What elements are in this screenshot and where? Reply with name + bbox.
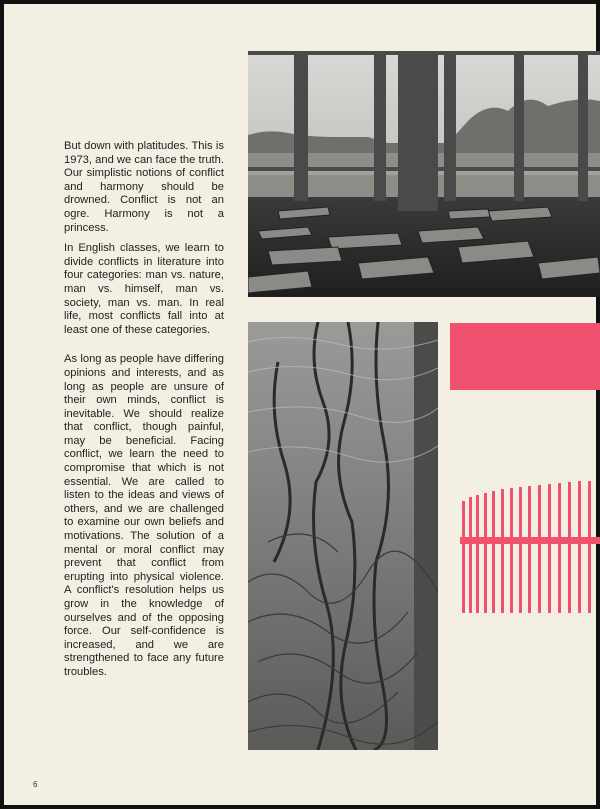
water-reflection-photo [248, 322, 438, 750]
classroom-photo [248, 51, 600, 297]
paragraph-english-classes: In English classes, we learn to divide conflicts in literature into four categories: man vs. nature, man vs. himself, man vs. society, man vs. man. In real life, most conflicts fall into at least one of these categories. [64, 242, 224, 336]
classroom-photo-image [248, 51, 600, 297]
pink-color-block [450, 323, 600, 390]
paragraph-conflict-inevitable: As long as people have differing opinions and interests, and as long as people are unsure of their own minds, conflict is inevitable. We should realize that conflict, though painful, may be beneficial. Facing conflict, we learn the need to compromise that which is not essential. We are called to listen to the ideas and views of others, and we are challenged to examine our own beliefs and motivations. The solution of a mental or moral conflict may prevent that conflict from erupting into physical violence. A conflict's resolution helps us grow in the knowledge of ourselves and of the opposing force. Our self-confidence is increased, and we are strengthened to face any future troubles. [64, 353, 224, 678]
pink-stripe-graphic [460, 481, 600, 615]
water-reflection-image [248, 322, 438, 750]
article-text-column [64, 140, 224, 687]
page-number: 6 [33, 780, 38, 789]
paragraph-platitudes: But down with platitudes. This is 1973, and we can face the truth. Our simplistic notions of conflict and harmony should be drowned. Conflict is not an ogre. Harmony is not a princess. [64, 140, 224, 234]
